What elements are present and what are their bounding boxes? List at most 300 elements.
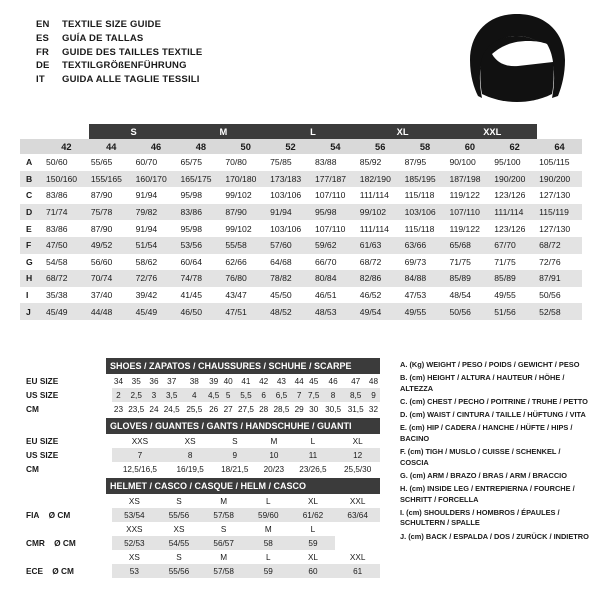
numeric-size-header: 60	[447, 139, 492, 154]
numeric-row-corner	[20, 139, 44, 154]
measurement-cell: 72/76	[134, 270, 179, 287]
measurement-cell: 62/66	[225, 256, 247, 267]
measurement-cell: 182/190	[358, 171, 403, 188]
value-cell: 58	[246, 536, 291, 550]
helmet-standard-label: CMR Ø CM	[26, 538, 76, 548]
language-row	[36, 59, 202, 73]
helmet-value-row	[20, 564, 380, 578]
measurement-cell: 95/100	[494, 157, 521, 168]
value-cell: 48	[368, 376, 379, 386]
value-cell: 44	[294, 376, 304, 386]
language-code: ES	[36, 32, 50, 44]
legend-item: E. (cm) HIP / CADERA / HANCHE / HÜFTE / HIPS / BACINO	[400, 423, 573, 443]
measurement-row-label: G	[26, 256, 33, 267]
measurement-cell: 127/130	[539, 190, 571, 201]
measurement-cell: 50/56	[447, 303, 492, 320]
measurement-cell: 47/53	[404, 290, 427, 301]
value-cell: 42	[259, 376, 269, 386]
list-item	[20, 434, 380, 448]
value-cell: 30,5	[325, 404, 342, 414]
measurement-cell: 85/89	[447, 270, 492, 287]
measurement-cell: 187/198	[447, 171, 492, 188]
value-cell: 32	[368, 404, 379, 414]
helmet-value-row	[20, 536, 380, 550]
measurement-cell: 65/68	[447, 237, 492, 254]
measurement-cell: 90/100	[449, 157, 476, 168]
measurement-row-label: H	[20, 270, 44, 287]
measurement-cell: 45/49	[44, 303, 89, 320]
value-cell: S	[232, 436, 238, 446]
numeric-size-header: 64	[537, 139, 582, 154]
shoes-table	[20, 374, 380, 416]
measurement-cell: 177/187	[313, 171, 358, 188]
measurement-cell: 46/50	[178, 303, 223, 320]
shoes-title: SHOES / ZAPATOS / CHAUSSURES / SCHUHE / SCARPE	[106, 358, 380, 374]
measurement-cell: 65/75	[180, 157, 202, 168]
measurement-cell: 84/88	[403, 270, 448, 287]
value-cell: 18/21,5	[221, 464, 249, 474]
value-cell: 23	[113, 404, 123, 414]
measurement-cell: 68/72	[359, 256, 382, 267]
table-row	[20, 187, 582, 204]
measurement-cell: 103/106	[403, 204, 448, 221]
value-cell: 11	[291, 448, 336, 462]
row-label: EU SIZE	[26, 376, 59, 386]
measurement-cell: 41/45	[180, 290, 202, 301]
measurement-cell: 107/110	[314, 223, 346, 234]
language-code: IT	[36, 74, 45, 86]
value-cell: 12,5/16,5	[122, 464, 157, 474]
helmet-size-header: XXS	[126, 524, 143, 534]
measurement-cell: 50/60	[46, 157, 68, 168]
measurement-cell: 160/170	[134, 171, 179, 188]
measurement-cell: 95/98	[313, 204, 358, 221]
measurement-cell: 190/200	[537, 171, 582, 188]
measurement-cell: 54/58	[46, 256, 68, 267]
legend-item: B. (cm) HEIGHT / ALTURA / HAUTEUR / HÖHE / ALTEZZA	[400, 373, 565, 393]
measurement-cell: 111/114	[359, 223, 389, 234]
value-cell: 60	[291, 564, 336, 578]
measurement-cell: 87/90	[223, 204, 268, 221]
measurement-cell: 99/102	[358, 204, 403, 221]
measurement-cell: 46/51	[314, 290, 337, 301]
measurement-cell: 170/180	[223, 171, 268, 188]
measurement-cell: 51/56	[492, 303, 537, 320]
helmet-size-header: S	[176, 496, 182, 506]
measurement-cell: 83/86	[46, 223, 68, 234]
measurement-cell: 127/130	[539, 223, 571, 234]
value-cell: L	[310, 436, 316, 446]
table-row	[20, 254, 582, 271]
measurement-cell: 37/40	[90, 290, 113, 301]
legend-item: J. (cm) BACK / ESPALDA / DOS / ZURÜCK / INDIETRO	[400, 531, 589, 541]
measurement-cell: 68/72	[44, 270, 89, 287]
value-cell: 6	[257, 388, 270, 402]
list-item	[20, 374, 380, 388]
value-cell: 39	[209, 376, 219, 386]
gloves-table	[20, 434, 380, 476]
value-cell: 2,5	[125, 388, 148, 402]
helmet-size-header: XL	[307, 552, 318, 562]
measurement-cell: 103/106	[270, 190, 302, 201]
size-group-header: S	[89, 124, 179, 139]
measurement-cell: 58/62	[135, 256, 158, 267]
helmet-header-row	[20, 494, 380, 508]
value-cell: 61/62	[291, 508, 336, 522]
language-row	[36, 46, 202, 60]
value-cell: 12	[335, 448, 380, 462]
measurement-cell: 71/75	[494, 256, 516, 267]
list-item	[20, 402, 380, 416]
value-cell: 31,5	[347, 404, 364, 414]
measurement-row-label: I	[26, 290, 29, 301]
measurement-cell: 47/51	[223, 303, 268, 320]
measurement-cell: 91/94	[268, 204, 313, 221]
language-code: DE	[36, 60, 50, 72]
helmet-size-header: XL	[307, 496, 318, 506]
measurement-cell: 52/58	[537, 303, 582, 320]
value-cell: 43	[276, 376, 286, 386]
table-row	[20, 303, 582, 320]
value-cell: 16/19,5	[176, 464, 204, 474]
measurement-cell: 173/183	[268, 171, 313, 188]
measurement-cell: 119/122	[449, 190, 480, 201]
row-label: US SIZE	[26, 450, 59, 460]
value-cell: 61	[335, 564, 380, 578]
value-cell: 38	[189, 376, 199, 386]
measurement-cell: 74/78	[178, 270, 223, 287]
lower-tables	[20, 358, 380, 580]
size-group-header: M	[178, 124, 268, 139]
size-group-header: XL	[358, 124, 448, 139]
value-cell: 4	[183, 388, 206, 402]
measurement-cell: 91/94	[135, 223, 158, 234]
measurement-cell: 45/50	[270, 290, 292, 301]
helmet-value-row	[20, 508, 380, 522]
helmet-size-header: M	[220, 496, 228, 506]
measurement-cell: 39/42	[135, 290, 158, 301]
helmet-standard-label: FIA Ø CM	[26, 510, 71, 520]
language-text: GUIDA ALLE TAGLIE TESSILI	[62, 74, 200, 86]
list-item	[20, 462, 380, 476]
helmet-icon	[462, 10, 572, 102]
textile-size-table	[20, 124, 582, 320]
value-cell: 41	[241, 376, 251, 386]
legend-item: F. (cm) TIGH / MUSLO / CUISSE / SCHENKEL / COSCIA	[400, 447, 561, 467]
helmet-size-header: XXL	[349, 496, 366, 506]
measurement-cell: 71/75	[449, 256, 471, 267]
table-row	[20, 171, 582, 188]
measurement-cell: 49/54	[358, 303, 403, 320]
language-row	[36, 32, 202, 46]
value-cell: 53	[112, 564, 157, 578]
measurement-cell: 53/56	[178, 237, 223, 254]
measurement-cell: 115/118	[404, 223, 435, 234]
measurement-cell: 119/122	[449, 223, 480, 234]
measurement-cell: 155/165	[89, 171, 134, 188]
legend-item: D. (cm) WAIST / CINTURA / TAILLE / HÜFTUNG / VITA	[400, 410, 586, 420]
numeric-size-header: 54	[313, 139, 358, 154]
measurement-cell: 107/110	[314, 190, 346, 201]
helmet-standard-label: ECE Ø CM	[26, 566, 74, 576]
language-text: GUÍA DE TALLAS	[62, 32, 144, 44]
measurement-cell: 95/98	[180, 223, 202, 234]
measurement-cell: 43/47	[225, 290, 247, 301]
measurement-cell: 150/160	[44, 171, 89, 188]
value-cell: XS	[184, 436, 196, 446]
measurement-cell: 185/195	[403, 171, 448, 188]
measurement-row-label: B	[20, 171, 44, 188]
measurement-cell: 165/175	[178, 171, 223, 188]
value-cell: 20/23	[263, 464, 285, 474]
measurement-cell: 49/52	[89, 237, 134, 254]
value-cell: 59	[291, 536, 336, 550]
value-cell: 59/60	[246, 508, 291, 522]
measurement-cell: 69/73	[404, 256, 427, 267]
value-cell: 47	[351, 376, 361, 386]
value-cell: 8	[168, 448, 213, 462]
measurement-cell: 91/94	[135, 190, 158, 201]
measurement-cell: 59/62	[313, 237, 358, 254]
value-cell: 28	[259, 404, 269, 414]
value-cell: 7	[293, 388, 306, 402]
size-group-header: XXL	[447, 124, 537, 139]
measurement-cell: 47/50	[44, 237, 89, 254]
helmet-size-header: XS	[128, 496, 140, 506]
measurement-cell: 190/200	[492, 171, 537, 188]
value-cell: 35	[131, 376, 141, 386]
value-cell: 46	[328, 376, 338, 386]
helmet-header-row	[20, 550, 380, 564]
measurement-cell: 68/72	[537, 237, 582, 254]
value-cell: 34	[113, 376, 123, 386]
value-cell: 26	[209, 404, 219, 414]
measurement-cell: 35/38	[46, 290, 68, 301]
measurement-cell: 51/54	[134, 237, 179, 254]
helmet-size-header: S	[176, 552, 182, 562]
language-code: EN	[36, 19, 50, 30]
measurement-cell: 115/119	[537, 204, 582, 221]
value-cell: 55/56	[157, 508, 202, 522]
measurement-row-label: A	[26, 157, 33, 168]
value-cell: 59	[246, 564, 291, 578]
measurement-cell: 49/55	[403, 303, 448, 320]
measurement-cell: 72/76	[539, 256, 561, 267]
legend-item: A. (Kg) WEIGHT / PESO / POIDS / GEWICHT / PESO	[400, 360, 580, 369]
measurement-cell: 111/114	[492, 204, 537, 221]
value-cell: 56/57	[201, 536, 246, 550]
row-label: CM	[26, 404, 39, 414]
value-cell: 2	[112, 388, 125, 402]
language-text: GUIDE DES TAILLES TEXTILE	[62, 46, 203, 58]
measurement-cell: 105/115	[539, 157, 570, 168]
measurement-cell: 56/60	[90, 256, 113, 267]
numeric-size-header: 50	[223, 139, 268, 154]
language-text: TEXTILE SIZE GUIDE	[62, 19, 162, 30]
table-row	[20, 237, 582, 254]
value-cell: M	[270, 436, 278, 446]
numeric-size-header: 52	[268, 139, 313, 154]
measurement-cell: 60/64	[180, 256, 202, 267]
numeric-size-header: 62	[492, 139, 537, 154]
measurement-row-label: F	[20, 237, 44, 254]
measurement-cell: 44/48	[89, 303, 134, 320]
helmet-size-header: L	[310, 524, 316, 534]
value-cell: 5,5	[235, 388, 258, 402]
table-row	[20, 270, 582, 287]
value-cell: 36	[149, 376, 159, 386]
measurement-cell: 61/63	[358, 237, 403, 254]
helmet-title: HELMET / CASCO / CASQUE / HELM / CASCO	[106, 478, 380, 494]
measurement-cell: 48/53	[313, 303, 358, 320]
value-cell: 3,5	[160, 388, 183, 402]
measurement-cell: 111/114	[359, 190, 389, 201]
table-row	[20, 204, 582, 221]
measurement-cell: 60/70	[135, 157, 158, 168]
measurement-row-label: C	[26, 190, 33, 201]
value-cell: 30	[309, 404, 319, 414]
measurement-cell: 123/126	[494, 223, 526, 234]
value-cell: 23/26,5	[299, 464, 327, 474]
measurement-cell: 66/70	[314, 256, 337, 267]
value-cell: 52/53	[112, 536, 157, 550]
measurement-cell: 70/80	[225, 157, 247, 168]
shoes-section	[20, 358, 380, 416]
measurement-cell: 123/126	[494, 190, 526, 201]
measurement-cell: 99/102	[225, 223, 252, 234]
value-cell: 54/55	[157, 536, 202, 550]
measurement-cell: 78/82	[268, 270, 313, 287]
measurement-cell: 55/58	[223, 237, 268, 254]
helmet-size-header: XS	[128, 552, 140, 562]
measurement-cell: 76/80	[223, 270, 268, 287]
table-row	[20, 220, 582, 237]
value-cell: 23,5	[128, 404, 145, 414]
measurement-row-label: J	[20, 303, 44, 320]
value-cell: XL	[352, 436, 363, 446]
value-cell: XXS	[131, 436, 149, 446]
row-label: CM	[26, 464, 39, 474]
measurement-cell: 57/60	[268, 237, 313, 254]
measurement-cell: 75/85	[270, 157, 292, 168]
measurement-cell: 95/98	[180, 190, 202, 201]
table-row	[20, 154, 582, 171]
row-label: EU SIZE	[26, 436, 59, 446]
measurement-cell: 48/54	[449, 290, 471, 301]
measurement-cell: 67/70	[492, 237, 537, 254]
numeric-size-header: 56	[358, 139, 403, 154]
helmet-header-row	[20, 522, 380, 536]
measurement-cell: 99/102	[225, 190, 252, 201]
value-cell: 5	[222, 388, 235, 402]
value-cell: 57/58	[201, 564, 246, 578]
row-label	[20, 522, 112, 536]
value-cell: 25,5/30	[343, 464, 372, 474]
value-cell: 9	[212, 448, 257, 462]
gloves-section	[20, 418, 380, 476]
measurement-cell: 83/86	[46, 190, 68, 201]
gloves-title: GLOVES / GUANTES / GANTS / HANDSCHUHE / GUANTI	[106, 418, 380, 434]
measurement-cell: 71/74	[44, 204, 89, 221]
measurement-cell: 55/65	[90, 157, 113, 168]
measurement-cell: 107/110	[447, 204, 492, 221]
measurement-cell: 50/56	[539, 290, 561, 301]
numeric-size-header: 58	[403, 139, 448, 154]
language-code: FR	[36, 46, 50, 58]
value-cell: 28,5	[273, 404, 290, 414]
value-cell: 53/54	[112, 508, 157, 522]
measurement-cell: 63/66	[403, 237, 448, 254]
value-cell: 37	[167, 376, 177, 386]
helmet-size-header: XXL	[349, 552, 366, 562]
helmet-size-header: M	[220, 552, 228, 562]
table-row	[20, 287, 582, 304]
value-cell: 24,5	[163, 404, 180, 414]
legend-item: I. (cm) SHOULDERS / HOMBROS / ÉPAULES / SCHULTERN / SPALLE	[400, 507, 560, 528]
helmet-size-header: S	[220, 524, 227, 534]
value-cell: 9	[367, 388, 380, 402]
numeric-size-header: 42	[44, 139, 89, 154]
legend-item: G. (cm) ARM / BRAZO / BRAS / ARM / BRACCIO	[400, 470, 567, 480]
value-cell: 10	[257, 448, 291, 462]
language-row	[36, 73, 202, 87]
value-cell: 7	[112, 448, 168, 462]
value-cell: 8,5	[344, 388, 367, 402]
row-label	[20, 494, 112, 508]
numeric-size-header: 48	[178, 139, 223, 154]
measurement-cell: 115/118	[404, 190, 435, 201]
measurement-cell: 87/91	[537, 270, 582, 287]
measurement-cell: 80/84	[313, 270, 358, 287]
list-item	[20, 388, 380, 402]
value-cell: 7,5	[306, 388, 322, 402]
row-label	[20, 550, 112, 564]
measurement-cell: 87/95	[404, 157, 427, 168]
value-cell: 57/58	[201, 508, 246, 522]
helmet-table	[20, 494, 380, 578]
measurement-cell: 64/68	[270, 256, 292, 267]
measurement-cell: 87/90	[90, 223, 113, 234]
measurement-cell: 75/78	[89, 204, 134, 221]
helmet-section	[20, 478, 380, 578]
language-list	[36, 18, 202, 87]
numeric-size-header: 46	[134, 139, 179, 154]
measurement-cell: 48/52	[268, 303, 313, 320]
list-item	[20, 448, 380, 462]
measurement-cell: 49/55	[494, 290, 516, 301]
value-cell: 27	[223, 404, 233, 414]
language-row	[36, 18, 202, 32]
row-label: US SIZE	[26, 390, 59, 400]
value-cell: 24	[149, 404, 159, 414]
helmet-size-header: XS	[173, 524, 185, 534]
legend-item: H. (cm) INSIDE LEG / ENTREPIERNA / FOURCHE / SCHRITT / FORCELLA	[400, 484, 575, 504]
helmet-size-header: L	[266, 552, 271, 562]
size-group-header	[20, 124, 89, 139]
value-cell: 55/56	[157, 564, 202, 578]
value-cell: 3	[148, 388, 161, 402]
measurement-cell: 79/82	[134, 204, 179, 221]
value-cell: 6,5	[270, 388, 293, 402]
measurement-cell: 85/89	[492, 270, 537, 287]
measurement-cell: 87/90	[90, 190, 113, 201]
value-cell: 63/64	[335, 508, 380, 522]
value-cell: 40	[223, 376, 233, 386]
value-cell: 25,5	[186, 404, 203, 414]
size-group-header: L	[268, 124, 358, 139]
numeric-size-header: 44	[89, 139, 134, 154]
value-cell: 27,5	[237, 404, 254, 414]
